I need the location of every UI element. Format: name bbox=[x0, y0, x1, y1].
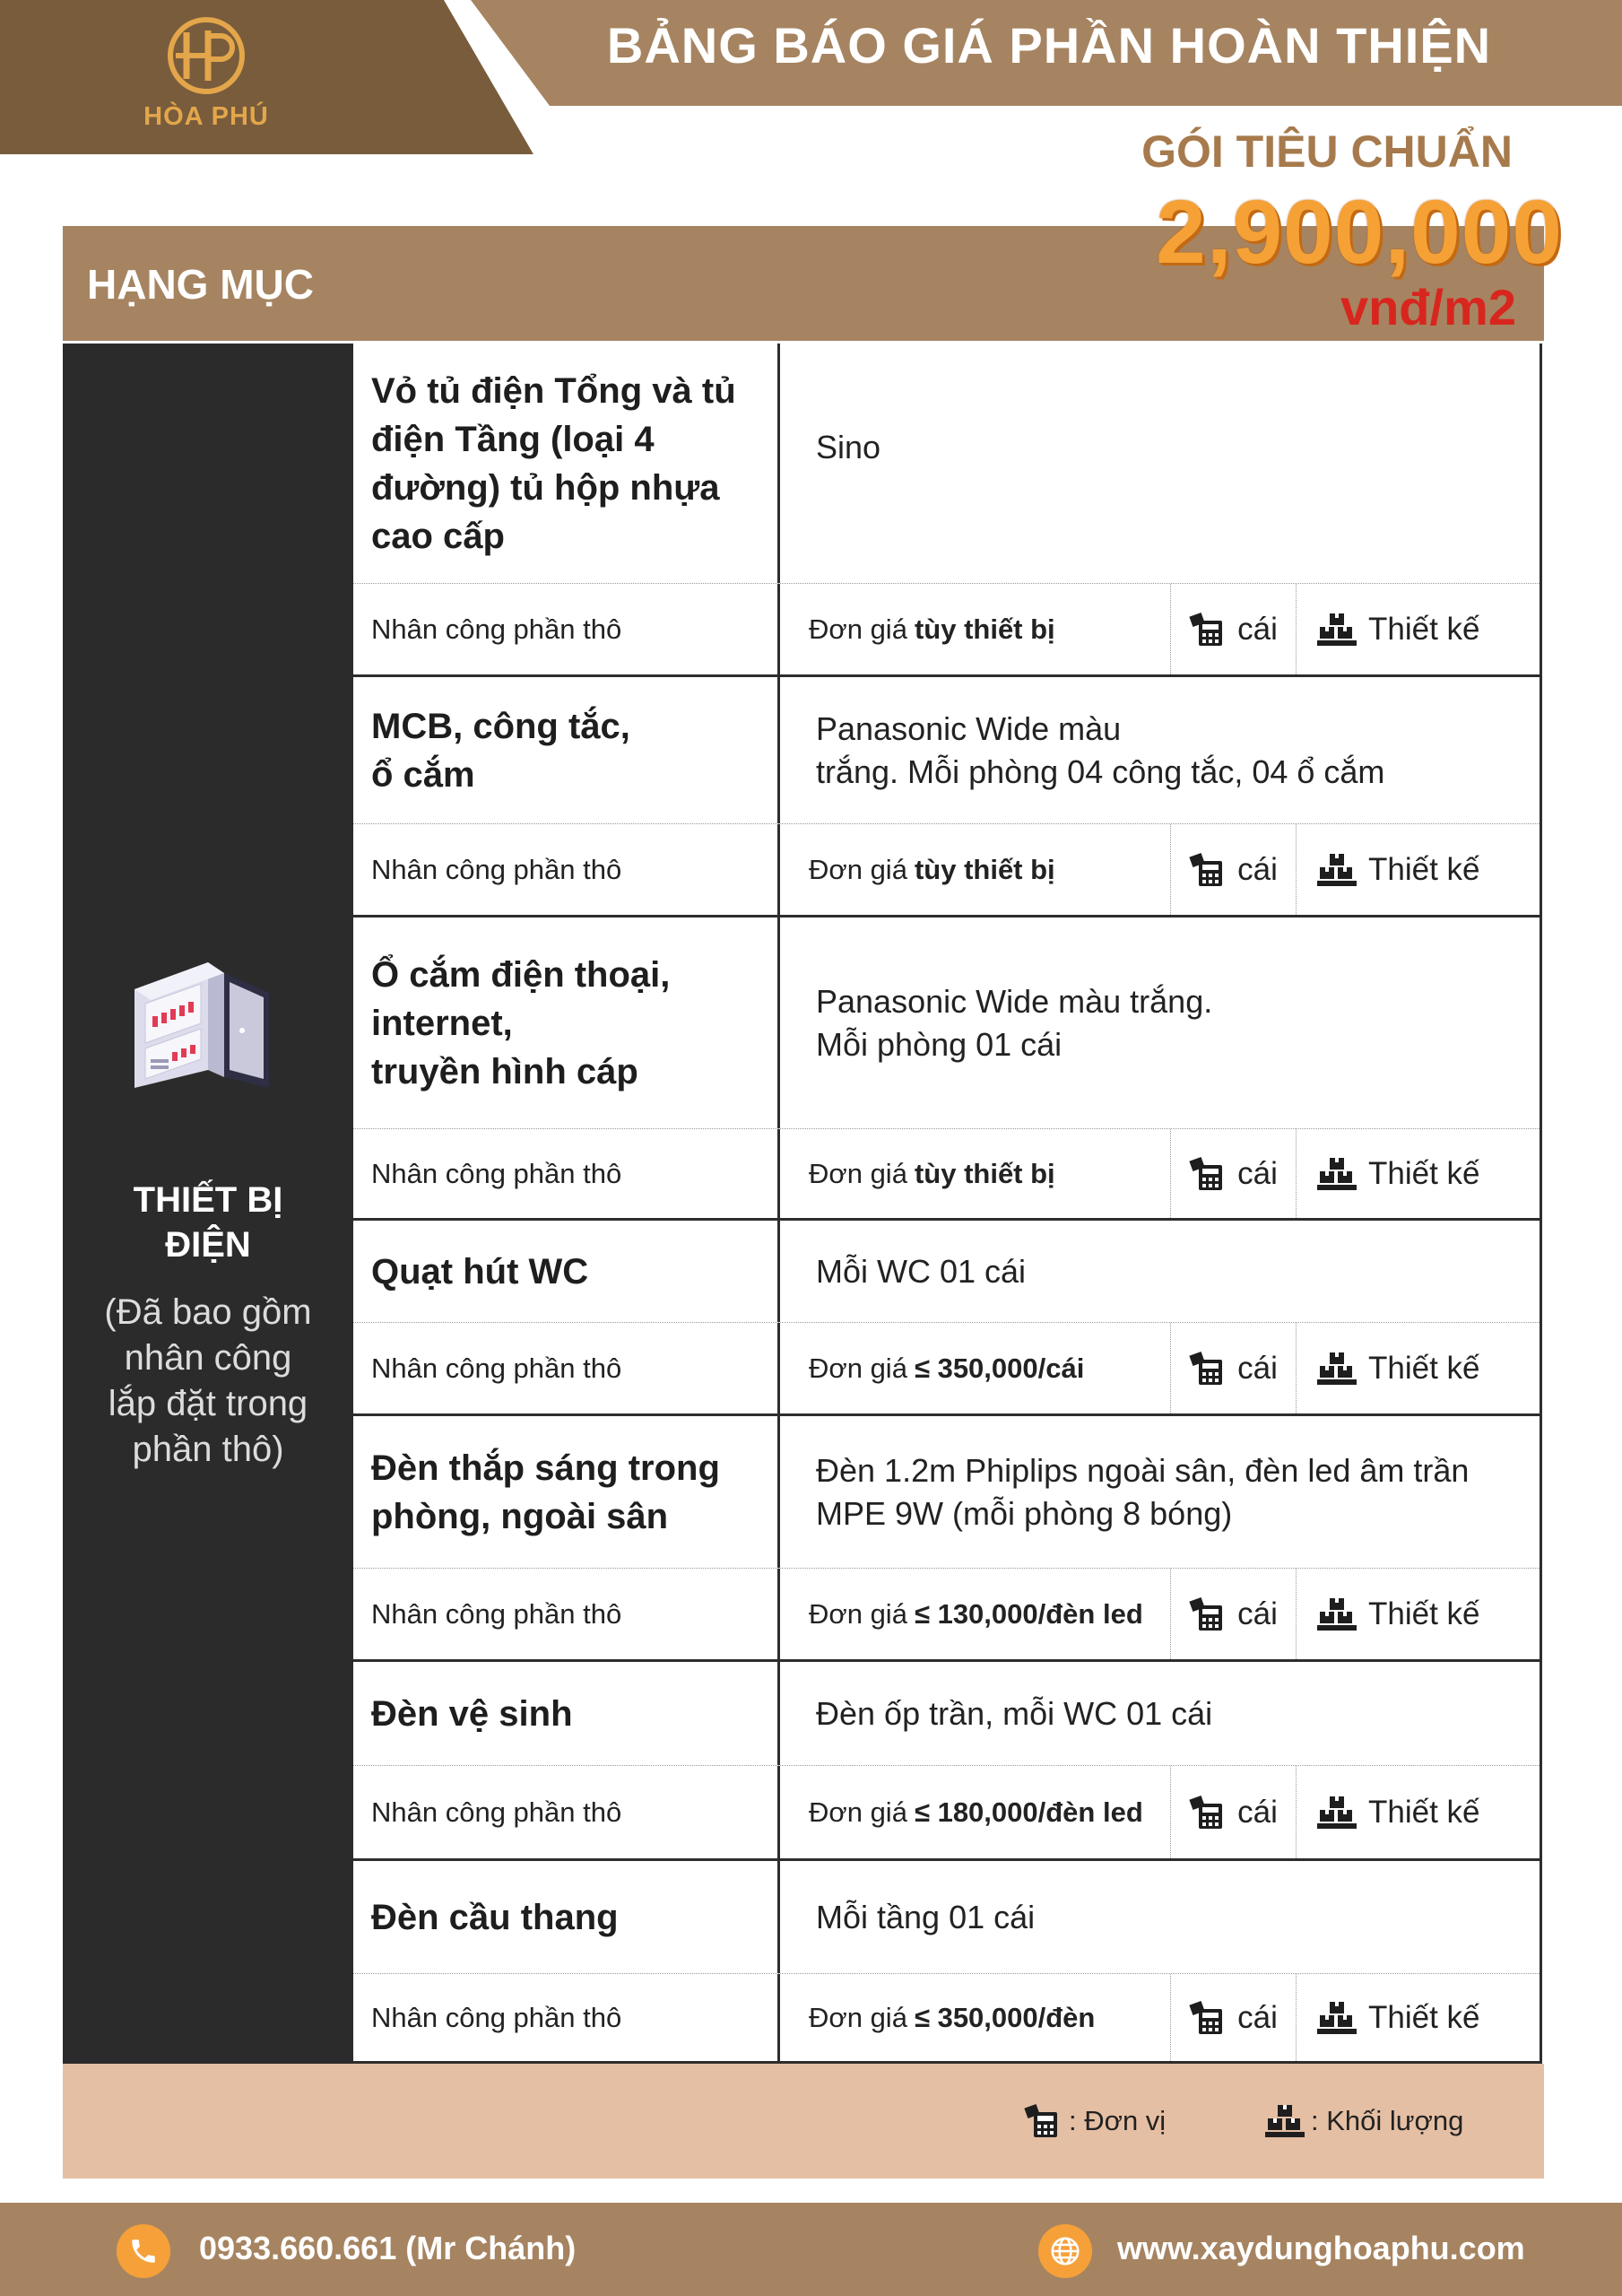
column-label: HẠNG MỤC bbox=[87, 261, 314, 308]
labor-cell: Nhân công phần thô bbox=[353, 824, 780, 915]
labor-row bbox=[353, 1569, 1540, 1662]
stacked-boxes-icon bbox=[1316, 1596, 1357, 1632]
labor-row bbox=[353, 1766, 1540, 1861]
item-name: Ổ cắm điện thoại, internet, truyền hình cáp bbox=[353, 918, 780, 1128]
company-logo bbox=[134, 14, 278, 132]
labor-cell: Nhân công phần thô bbox=[353, 1323, 780, 1413]
labor-row bbox=[353, 584, 1540, 677]
calculator-box-icon bbox=[1189, 1596, 1228, 1632]
item-row bbox=[353, 1662, 1540, 1766]
phone-icon bbox=[117, 2224, 170, 2278]
item-description: Sino bbox=[816, 429, 881, 465]
calculator-box-icon bbox=[1189, 852, 1228, 888]
stacked-boxes-icon bbox=[1316, 1156, 1357, 1192]
unit-price-cell: Đơn giá ≤ 130,000/đèn led bbox=[780, 1569, 1171, 1659]
item-row bbox=[353, 918, 1540, 1129]
item-description: Đèn 1.2m Phiplips ngoài sân, đèn led âm trần MPE 9W (mỗi phòng 8 bóng) bbox=[816, 1451, 1470, 1532]
item-description: Panasonic Wide màu trắng. Mỗi phòng 01 cái bbox=[816, 982, 1213, 1063]
legend bbox=[63, 2064, 1544, 2179]
item-name: Đèn cầu thang bbox=[353, 1861, 780, 1973]
unit-cell: cái bbox=[1171, 1974, 1297, 2061]
labor-row bbox=[353, 1323, 1540, 1416]
category-column bbox=[63, 344, 353, 2064]
unit-cell: cái bbox=[1171, 1569, 1297, 1659]
website-link[interactable]: www.xaydunghoaphu.com bbox=[1117, 2230, 1525, 2266]
quantity-cell: Thiết kế bbox=[1297, 824, 1540, 915]
labor-cell: Nhân công phần thô bbox=[353, 1766, 780, 1858]
quantity-cell: Thiết kế bbox=[1297, 1323, 1540, 1413]
logo-text: HÒA PHÚ bbox=[143, 102, 269, 131]
category-title: THIẾT BỊ ĐIỆN bbox=[133, 1180, 283, 1265]
unit-price-cell: Đơn giá tùy thiết bị bbox=[780, 584, 1171, 674]
unit-price-cell: Đơn giá ≤ 350,000/cái bbox=[780, 1323, 1171, 1413]
calculator-box-icon bbox=[1189, 2000, 1228, 2036]
labor-cell: Nhân công phần thô bbox=[353, 1129, 780, 1218]
labor-cell: Nhân công phần thô bbox=[353, 584, 780, 674]
calculator-box-icon bbox=[1189, 1351, 1228, 1387]
legend-quantity: : Khối lượng bbox=[1264, 2103, 1463, 2139]
unit-cell: cái bbox=[1171, 824, 1297, 915]
item-name: MCB, công tắc, ổ cắm bbox=[353, 677, 780, 823]
labor-row bbox=[353, 824, 1540, 918]
unit-price-cell: Đơn giá tùy thiết bị bbox=[780, 824, 1171, 915]
labor-row bbox=[353, 1129, 1540, 1221]
item-description: Panasonic Wide màu trắng. Mỗi phòng 04 công tắc, 04 ổ cắm bbox=[816, 709, 1385, 790]
item-name: Vỏ tủ điện Tổng và tủ điện Tầng (loại 4 đường) tủ hộp nhựa cao cấp bbox=[353, 344, 780, 583]
quantity-cell: Thiết kế bbox=[1297, 1129, 1540, 1218]
phone-link[interactable]: 0933.660.661 (Mr Chánh) bbox=[199, 2230, 577, 2266]
unit-cell: cái bbox=[1171, 1129, 1297, 1218]
category-subtitle: (Đã bao gồm nhân công lắp đặt trong phần thô) bbox=[104, 1292, 312, 1469]
labor-row bbox=[353, 1974, 1540, 2064]
item-row bbox=[353, 677, 1540, 824]
quantity-cell: Thiết kế bbox=[1297, 1766, 1540, 1858]
stacked-boxes-icon bbox=[1264, 2103, 1305, 2139]
labor-cell: Nhân công phần thô bbox=[353, 1569, 780, 1659]
price-unit: vnđ/m2 bbox=[1340, 279, 1516, 335]
legend-unit: : Đơn vị bbox=[1024, 2103, 1166, 2139]
item-description: Đèn ốp trần, mỗi WC 01 cái bbox=[816, 1694, 1213, 1732]
package-name: GÓI TIÊU CHUẨN bbox=[1141, 126, 1513, 177]
calculator-box-icon bbox=[1189, 612, 1228, 648]
unit-price-cell: Đơn giá ≤ 350,000/đèn bbox=[780, 1974, 1171, 2061]
item-row bbox=[353, 344, 1540, 584]
calculator-box-icon bbox=[1024, 2103, 1063, 2139]
footer bbox=[0, 2203, 1622, 2296]
item-row bbox=[353, 1861, 1540, 1974]
logo-mark-icon bbox=[160, 14, 253, 97]
stacked-boxes-icon bbox=[1316, 1795, 1357, 1831]
unit-cell: cái bbox=[1171, 1323, 1297, 1413]
stacked-boxes-icon bbox=[1316, 2000, 1357, 2036]
page-title: BẢNG BÁO GIÁ PHẦN HOÀN THIỆN bbox=[606, 17, 1492, 74]
unit-cell: cái bbox=[1171, 584, 1297, 674]
item-description: Mỗi tầng 01 cái bbox=[816, 1898, 1036, 1935]
globe-icon bbox=[1038, 2224, 1092, 2278]
package-price: 2,900,000 bbox=[1156, 182, 1563, 283]
item-name: Đèn thắp sáng trong phòng, ngoài sân bbox=[353, 1416, 780, 1568]
quantity-cell: Thiết kế bbox=[1297, 1569, 1540, 1659]
calculator-box-icon bbox=[1189, 1795, 1228, 1831]
price-table bbox=[353, 344, 1542, 2064]
unit-price-cell: Đơn giá tùy thiết bị bbox=[780, 1129, 1171, 1218]
item-name: Đèn vệ sinh bbox=[353, 1662, 780, 1765]
electrical-cabinet-icon bbox=[118, 953, 298, 1101]
stacked-boxes-icon bbox=[1316, 852, 1357, 888]
item-row bbox=[353, 1221, 1540, 1323]
labor-cell: Nhân công phần thô bbox=[353, 1974, 780, 2061]
item-description: Mỗi WC 01 cái bbox=[816, 1252, 1027, 1290]
stacked-boxes-icon bbox=[1316, 1351, 1357, 1387]
calculator-box-icon bbox=[1189, 1156, 1228, 1192]
stacked-boxes-icon bbox=[1316, 612, 1357, 648]
unit-price-cell: Đơn giá ≤ 180,000/đèn led bbox=[780, 1766, 1171, 1858]
unit-cell: cái bbox=[1171, 1766, 1297, 1858]
item-row bbox=[353, 1416, 1540, 1569]
quantity-cell: Thiết kế bbox=[1297, 584, 1540, 674]
item-name: Quạt hút WC bbox=[353, 1221, 780, 1322]
quantity-cell: Thiết kế bbox=[1297, 1974, 1540, 2061]
